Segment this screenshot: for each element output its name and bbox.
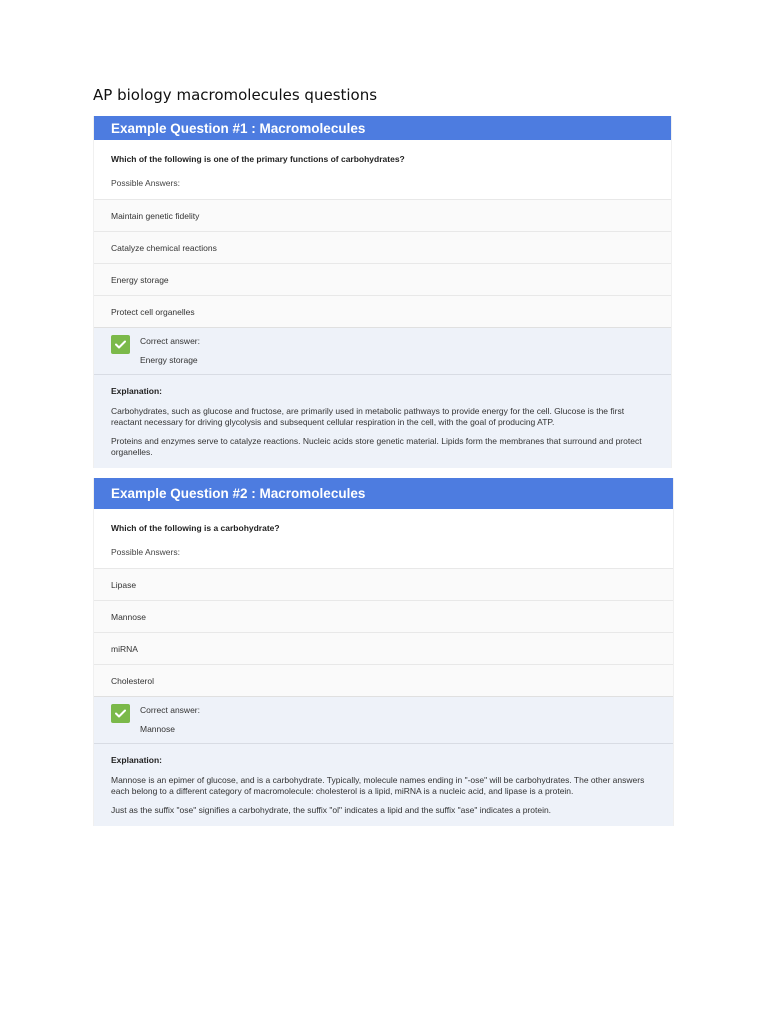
answer-option[interactable]: Catalyze chemical reactions — [94, 231, 671, 263]
checkmark-icon — [111, 704, 130, 723]
correct-answer-label: Correct answer: — [140, 336, 200, 346]
explanation-label: Explanation: — [111, 755, 163, 765]
question-text: Which of the following is a carbohydrate? — [111, 523, 280, 533]
question-card-2 — [93, 478, 674, 826]
correct-answer-panel — [94, 696, 673, 743]
explanation-paragraph: Mannose is an epimer of glucose, and is a carbohydrate. Typically, molecule names ending in "-ose" will be carbohydrates. The other answers each belong to a different category of macromolecule: cholesterol is a lipid, miRNA is a nucleic acid, and lipase is a protein. — [111, 775, 645, 796]
correct-answer-value: Energy storage — [140, 355, 198, 365]
answer-option[interactable]: Energy storage — [94, 263, 671, 295]
correct-answer-value: Mannose — [140, 724, 175, 734]
explanation-paragraph: Proteins and enzymes serve to catalyze reactions. Nucleic acids store genetic material. Lipids form the membranes that surround and protect organelles. — [111, 436, 642, 457]
answer-option[interactable]: miRNA — [94, 632, 673, 664]
possible-answers-label: Possible Answers: — [111, 178, 180, 188]
question-header: Example Question #1 : Macromolecules — [94, 116, 671, 140]
explanation-label: Explanation: — [111, 386, 163, 396]
answer-option[interactable]: Mannose — [94, 600, 673, 632]
correct-answer-panel — [94, 327, 671, 374]
explanation-panel — [94, 374, 671, 468]
possible-answers-label: Possible Answers: — [111, 547, 180, 557]
answer-option[interactable]: Lipase — [94, 568, 673, 600]
explanation-paragraph: Carbohydrates, such as glucose and fructose, are primarily used in metabolic pathways to provide energy for the cell. Glucose is the first reactant necessary for driving glycolysis and subsequent cellular respiration in the cell, with the goal of producing ATP. — [111, 406, 625, 427]
checkmark-icon — [111, 335, 130, 354]
explanation-panel — [94, 743, 673, 826]
correct-answer-label: Correct answer: — [140, 705, 200, 715]
answer-option[interactable]: Protect cell organelles — [94, 295, 671, 327]
question-text: Which of the following is one of the primary functions of carbohydrates? — [111, 154, 405, 164]
answer-option[interactable]: Maintain genetic fidelity — [94, 199, 671, 231]
question-card-1 — [93, 116, 672, 468]
answer-option[interactable]: Cholesterol — [94, 664, 673, 696]
explanation-paragraph: Just as the suffix "ose" signifies a carbohydrate, the suffix "ol" indicates a lipid and the suffix "ase" indicates a protein. — [111, 805, 552, 815]
document-title: AP biology macromolecules questions — [93, 86, 378, 104]
question-header: Example Question #2 : Macromolecules — [94, 478, 673, 509]
